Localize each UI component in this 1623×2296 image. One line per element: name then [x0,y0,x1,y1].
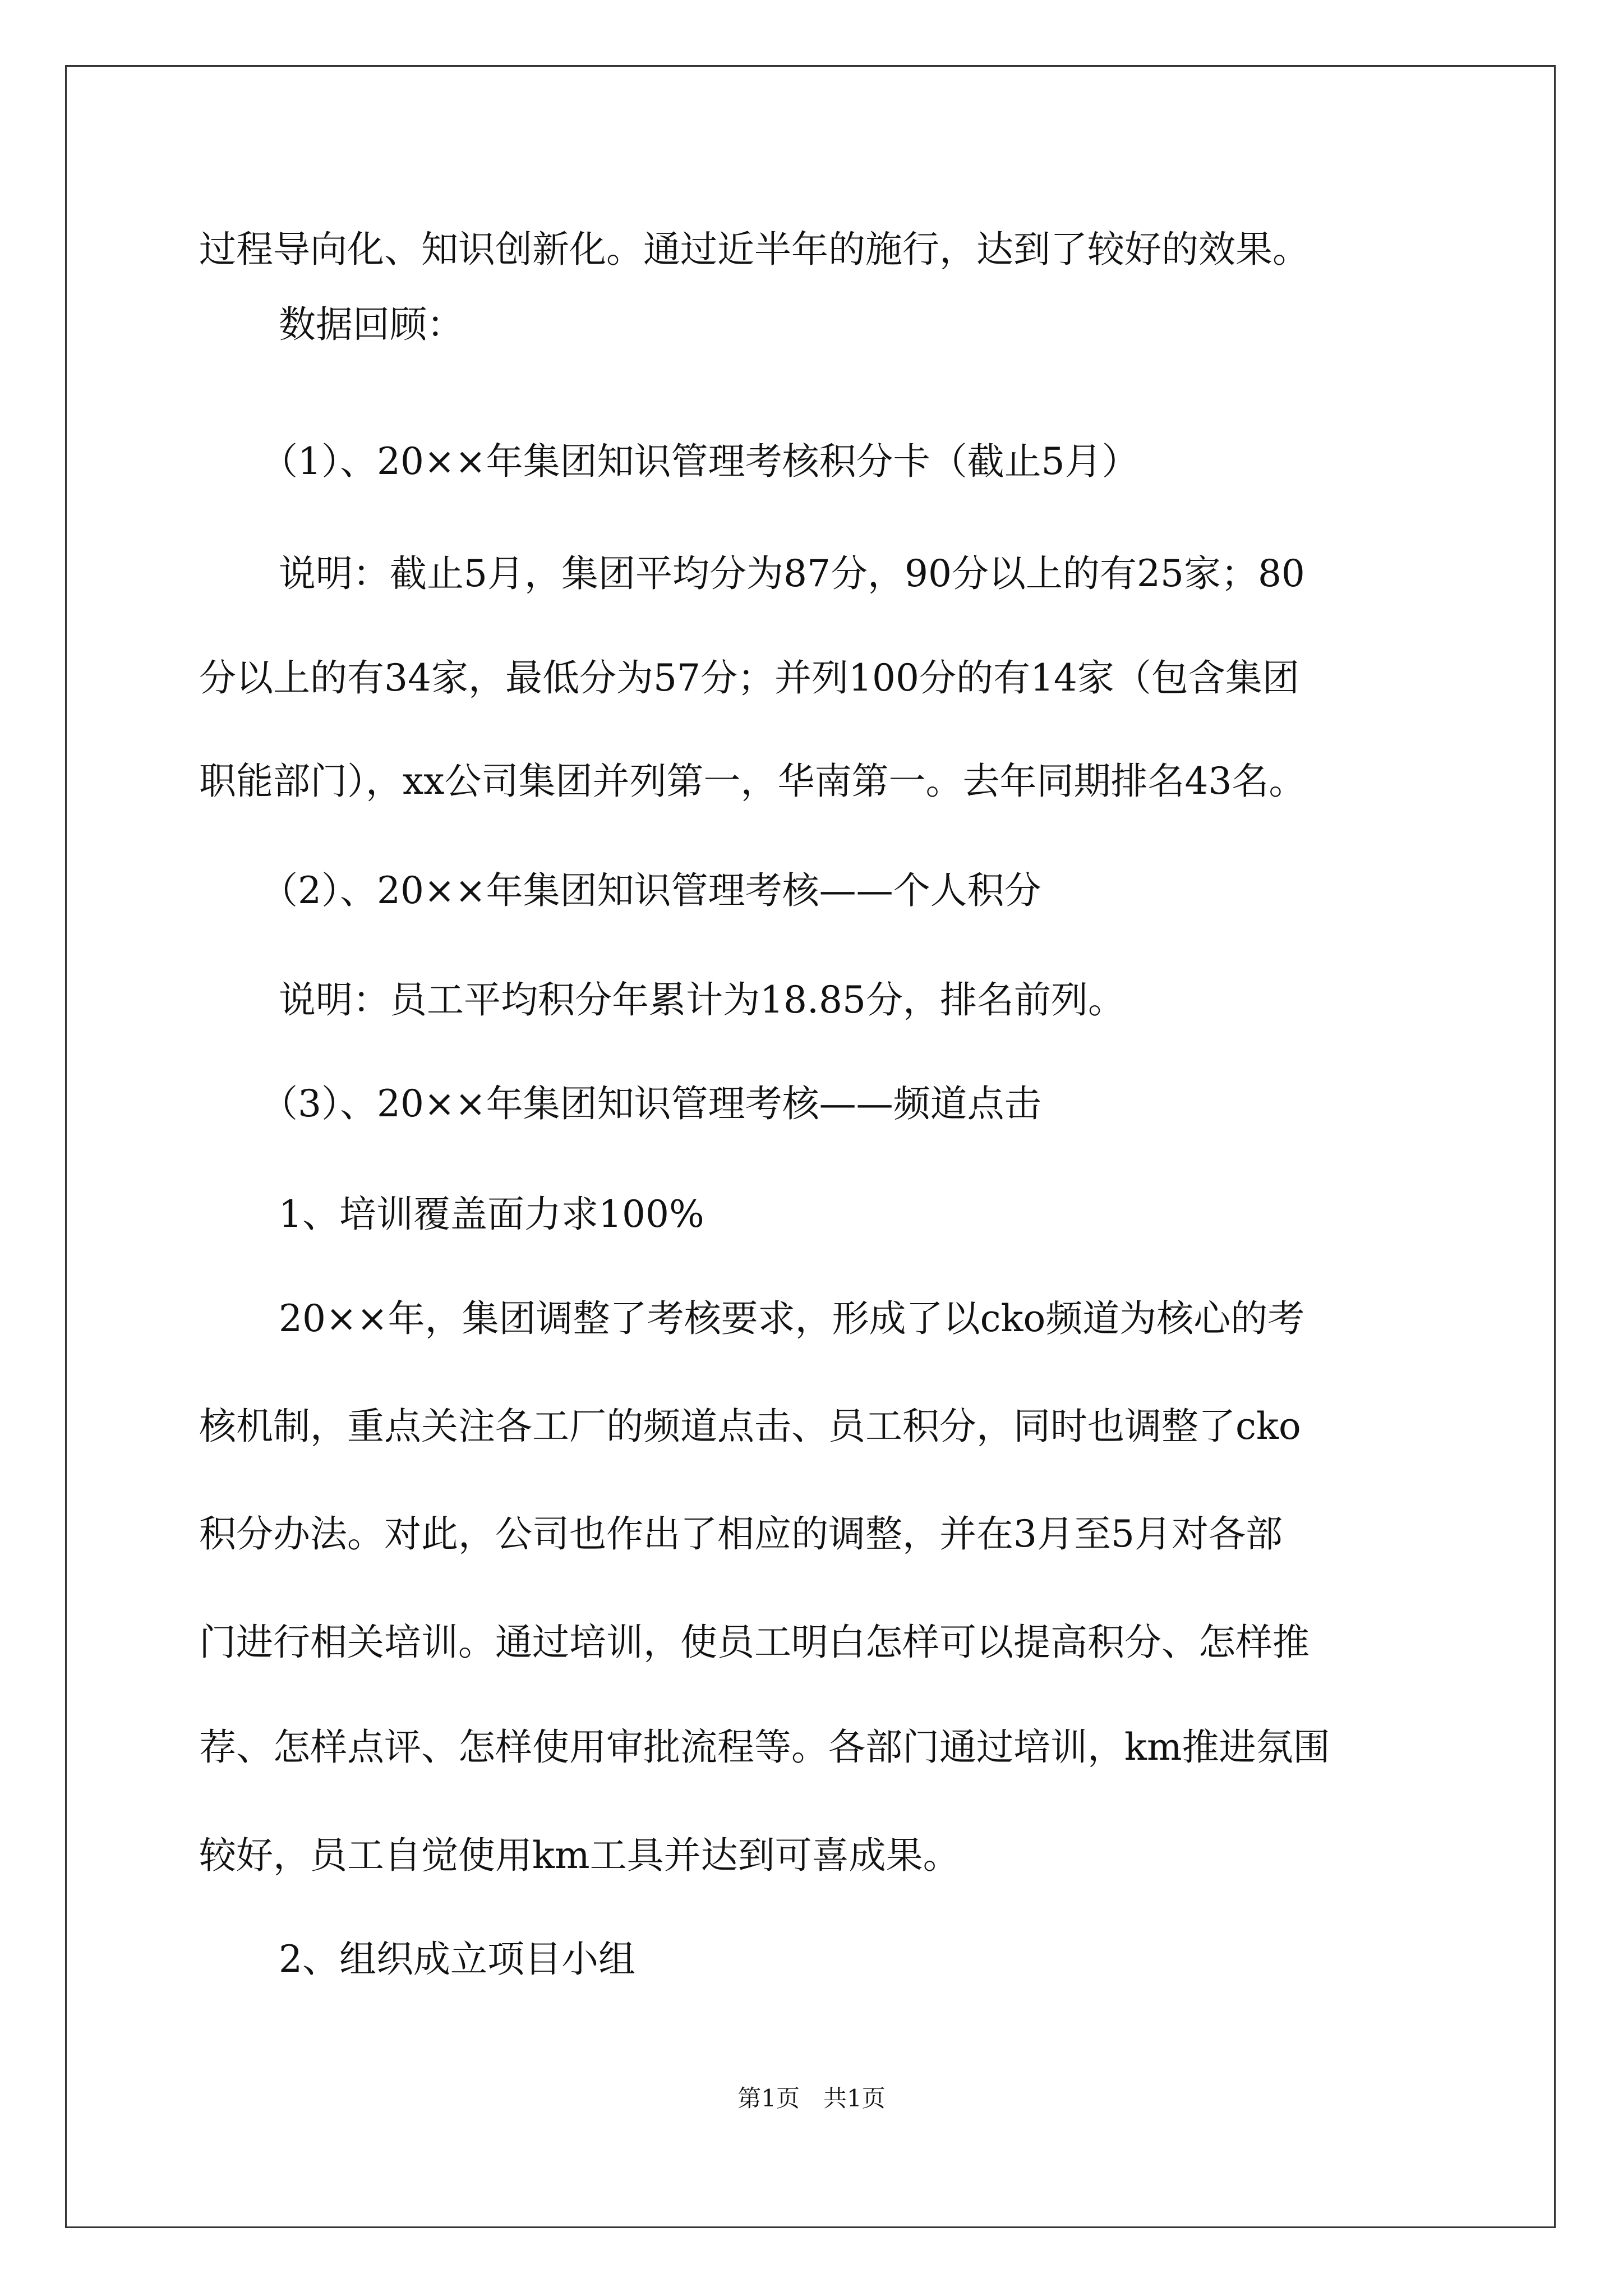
paragraph-line: 较好，员工自觉使用km工具并达到可喜成果。 [199,1834,960,1877]
paragraph-line: 积分办法。对此，公司也作出了相应的调整，并在3月至5月对各部 [199,1512,1283,1556]
list-item-heading: （3）、20××年集团知识管理考核——频道点击 [261,1082,1041,1125]
list-item-heading: （1）、20××年集团知识管理考核积分卡（截止5月） [261,440,1139,483]
paragraph-line: 过程导向化、知识创新化。通过近半年的施行，达到了较好的效果。 [199,228,1310,271]
paragraph-line: 说明：截止5月，集团平均分为87分，90分以上的有25家；80 [279,552,1305,595]
paragraph-line: 说明：员工平均积分年累计为18.85分，排名前列。 [279,978,1125,1022]
paragraph-line: 分以上的有34家，最低分为57分；并列100分的有14家（包含集团 [199,656,1299,700]
page-footer: 第1页 共1页 [737,2085,886,2112]
page-border [65,65,1556,2228]
paragraph-line: 门进行相关培训。通过培训，使员工明白怎样可以提高积分、怎样推 [199,1621,1310,1664]
paragraph-line: 20××年，集团调整了考核要求，形成了以cko频道为核心的考 [279,1297,1305,1340]
section-heading: 数据回顾： [279,303,464,346]
paragraph-line: 核机制，重点关注各工厂的频道点击、员工积分，同时也调整了cko [199,1405,1301,1448]
list-item-heading: （2）、20××年集团知识管理考核——个人积分 [261,869,1041,912]
paragraph-line: 职能部门），xx公司集团并列第一，华南第一。去年同期排名43名。 [199,760,1306,803]
section-heading: 2、组织成立项目小组 [279,1938,635,1981]
section-heading: 1、培训覆盖面力求100% [279,1193,704,1236]
paragraph-line: 荐、怎样点评、怎样使用审批流程等。各部门通过培训，km推进氛围 [199,1726,1330,1769]
